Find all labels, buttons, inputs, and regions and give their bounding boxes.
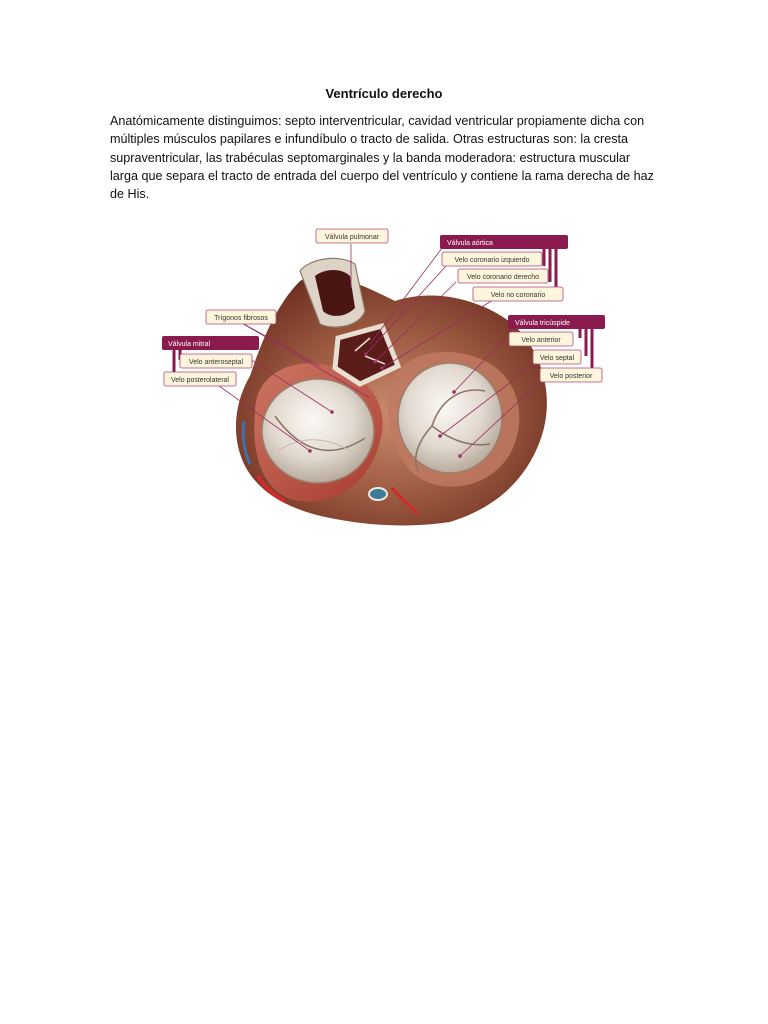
label-velo-posterior: Velo posterior bbox=[549, 373, 593, 380]
label-velo-anteroseptal: Velo anteroseptal bbox=[188, 359, 244, 366]
label-valvula-mitral: Válvula mitral bbox=[168, 341, 211, 348]
label-velo-septal: Velo septal bbox=[539, 355, 575, 362]
tricuspid-valve bbox=[398, 363, 502, 473]
body-paragraph: Anatómicamente distinguimos: septo interventricular, cavidad ventricular propiamente dicha con múltiples músculos papilares e infundíbulo o tracto de salida. Otras estructuras son: la cresta supraventricular, las trabéculas septomarginales y la banda moderadora: estructura muscular larga que separa el tracto de entrada del cuerpo del ventrículo y contiene la rama derecha de haz de His. bbox=[110, 114, 654, 202]
label-velo-coronario-derecho: Velo coronario derecho bbox=[467, 274, 539, 281]
anatomy-illustration bbox=[160, 226, 610, 531]
mitral-valve bbox=[262, 379, 374, 483]
label-velo-no-coronario: Velo no coronario bbox=[490, 292, 546, 299]
label-valvula-aortica: Válvula aórtica bbox=[447, 240, 493, 247]
label-valvula-pulmonar: Válvula pulmonar bbox=[324, 234, 380, 241]
label-valvula-tricuspide: Válvula tricúspide bbox=[515, 320, 570, 327]
label-velo-anterior: Velo anterior bbox=[521, 337, 561, 344]
label-velo-posterolateral: Velo posterolateral bbox=[171, 377, 229, 384]
label-trigonos-fibrosos: Trígonos fibrosos bbox=[214, 315, 268, 322]
heart-valves-figure bbox=[160, 226, 610, 531]
page-title: Ventrículo derecho bbox=[325, 86, 443, 101]
coronary-vessel bbox=[369, 488, 387, 500]
label-velo-coronario-izquierdo: Velo coronario izquierdo bbox=[454, 257, 530, 264]
